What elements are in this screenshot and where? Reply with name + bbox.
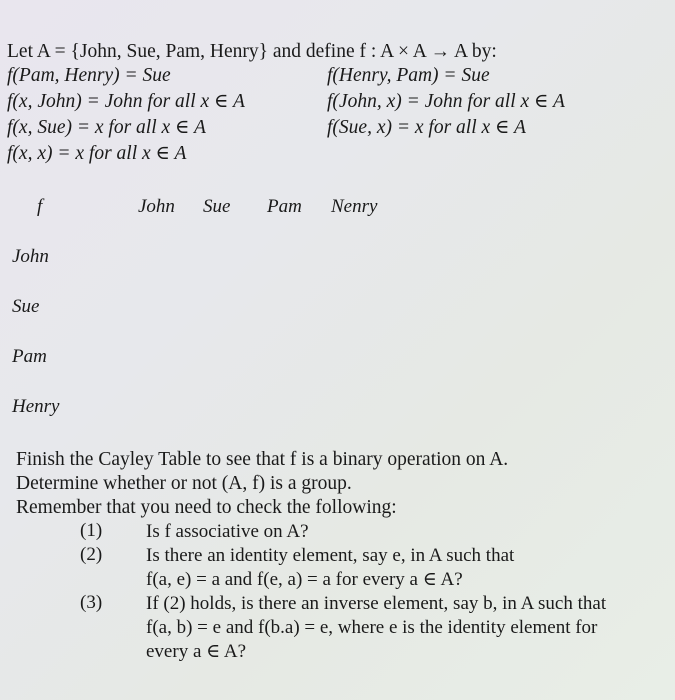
table-row-label: Sue (12, 296, 40, 317)
table-col-header: John (138, 196, 175, 217)
question-text: f(a, b) = e and f(b.a) = e, where e is the identity element for (146, 617, 598, 638)
question-number: (3) (80, 592, 103, 613)
rule-sue-x: f(Sue, x) = x for all x ∈ A (327, 117, 526, 138)
question-text: f(a, e) = a and f(e, a) = a for every a ∈ A? (146, 569, 463, 590)
question-text: If (2) holds, is there an inverse element, say b, in A such that (146, 593, 607, 614)
table-col-header: Sue (203, 196, 231, 217)
question-text: Is there an identity element, say e, in A such that (146, 545, 515, 566)
intro-line: Let A = {John, Sue, Pam, Henry} and define f : A × A → A by: (7, 41, 497, 62)
question-text: every a ∈ A? (146, 641, 247, 662)
table-corner-label: f (37, 196, 43, 217)
table-col-header: Nenry (331, 196, 378, 217)
question-text: Is f associative on A? (146, 521, 309, 542)
question-number: (1) (80, 520, 103, 541)
rule-henry-pam: f(Henry, Pam) = Sue (327, 65, 490, 86)
instruction-line: Finish the Cayley Table to see that f is a binary operation on A. (16, 449, 509, 470)
table-row-label: Henry (12, 396, 60, 417)
question-number: (2) (80, 544, 103, 565)
table-row-label: John (12, 246, 49, 267)
rule-x-x: f(x, x) = x for all x ∈ A (7, 143, 187, 164)
rule-x-sue: f(x, Sue) = x for all x ∈ A (7, 117, 206, 138)
table-col-header: Pam (267, 196, 302, 217)
table-row-label: Pam (12, 346, 47, 367)
rule-john-x: f(John, x) = John for all x ∈ A (327, 91, 565, 112)
instruction-line: Remember that you need to check the following: (16, 497, 397, 518)
rule-pam-henry: f(Pam, Henry) = Sue (7, 65, 171, 86)
instruction-line: Determine whether or not (A, f) is a group. (16, 473, 352, 494)
rule-x-john: f(x, John) = John for all x ∈ A (7, 91, 245, 112)
